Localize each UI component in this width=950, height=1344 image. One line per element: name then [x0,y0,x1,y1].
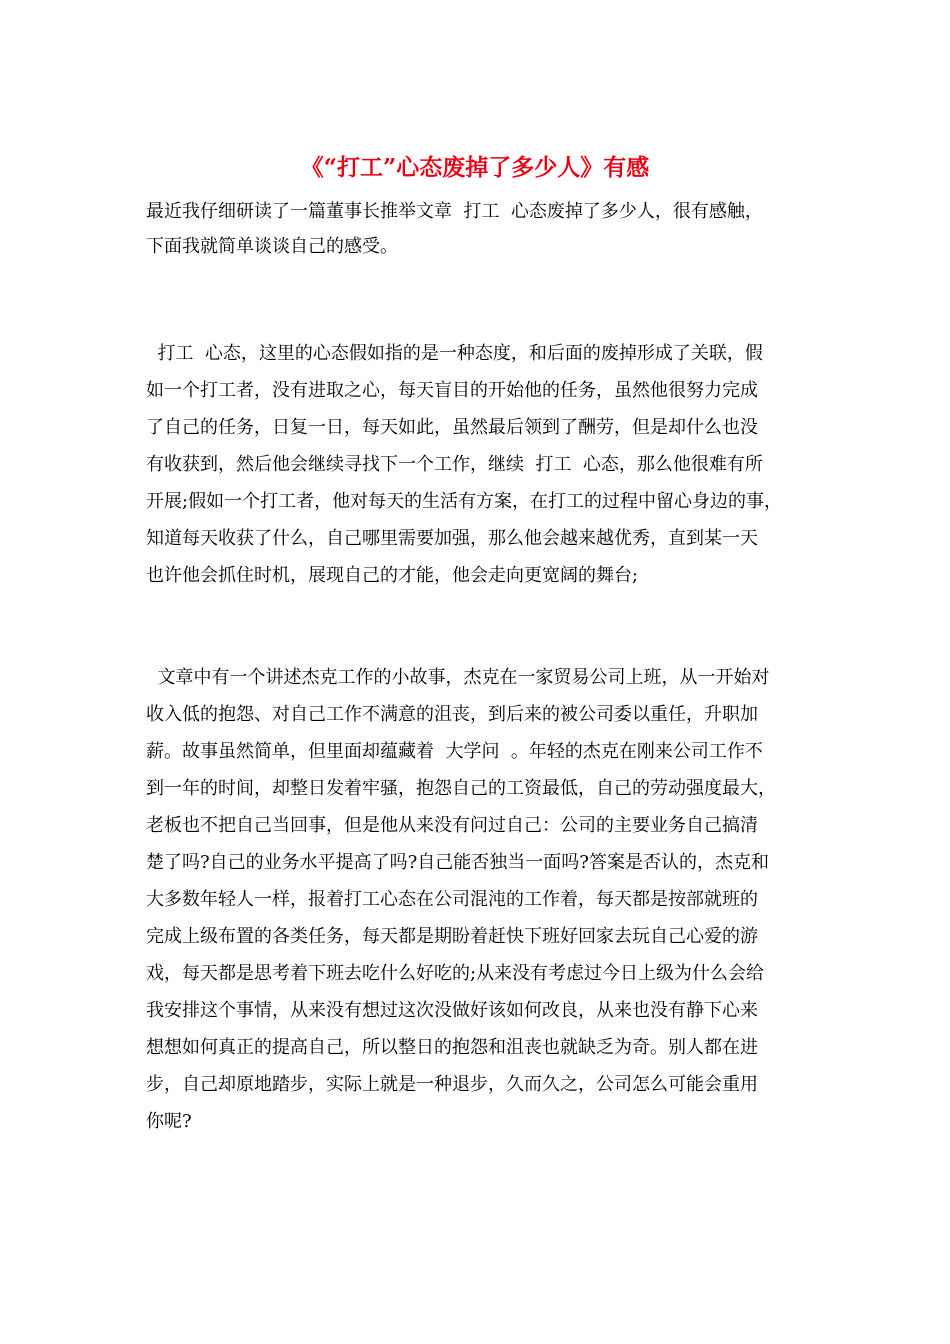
intro-paragraph [146,194,836,264]
text-line: 到一年的时间，却整日发着牢骚，抱怨自己的工资最低，自己的劳动强度最大， [146,778,776,799]
text-line: 完成上级布置的各类任务，每天都是期盼着赶快下班好回家去玩自己心爱的游 [146,926,758,947]
text-line: 知道每天收获了什么，自己哪里需要加强，那么他会越来越优秀，直到某一天 [146,528,758,549]
text-line: 老板也不把自己当回事，但是他从来没有问过自己：公司的主要业务自己搞清 [146,815,758,836]
text-line: 也许他会抓住时机，展现自己的才能，他会走向更宽阔的舞台; [146,565,639,586]
text-line: 你呢? [146,1111,192,1132]
text-line: 有收获到，然后他会继续寻找下一个工作，继续 打工 心态，那么他很难有所 [146,454,763,475]
text-line: 想想如何真正的提高自己，所以整日的抱怨和沮丧也就缺乏为奇。别人都在进 [146,1037,758,1058]
text-line: 最近我仔细研读了一篇董事长推举文章 打工 心态废掉了多少人，很有感触， [146,201,763,222]
text-line: 收入低的抱怨、对自己工作不满意的沮丧，到后来的被公司委以重任，升职加 [146,704,758,725]
text-line: 开展;假如一个打工者，他对每天的生活有方案，在打工的过程中留心身边的事， [146,491,783,512]
text-line: 楚了吗?自己的业务水平提高了吗?自己能否独当一面吗?答案是否认的，杰克和 [146,852,769,873]
body-paragraph-1 [146,335,836,594]
text-line: 打工 心态，这里的心态假如指的是一种态度，和后面的废掉形成了关联，假 [146,343,763,364]
text-line: 了自己的任务，日复一日，每天如此，虽然最后领到了酬劳，但是却什么也没 [146,417,758,438]
document-title: 《“打工”心态废掉了多少人》有感 [300,154,650,181]
text-line: 大多数年轻人一样，报着打工心态在公司混沌的工作着，每天都是按部就班的 [146,889,758,910]
text-line: 文章中有一个讲述杰克工作的小故事，杰克在一家贸易公司上班，从一开始对 [146,667,770,688]
body-paragraph-2 [146,659,836,1140]
text-line: 戏，每天都是思考着下班去吃什么好吃的;从来没有考虑过今日上级为什么会给 [146,963,765,984]
text-line: 薪。故事虽然简单，但里面却蕴藏着 大学问 。年轻的杰克在刚来公司工作不 [146,741,763,762]
text-line: 步，自己却原地踏步，实际上就是一种退步，久而久之，公司怎么可能会重用 [146,1074,758,1095]
text-line: 下面我就简单谈谈自己的感受。 [146,236,398,257]
text-line: 如一个打工者，没有进取之心，每天盲目的开始他的任务，虽然他很努力完成 [146,380,758,401]
text-line: 我安排这个事情，从来没有想过这次没做好该如何改良，从来也没有静下心来 [146,1000,758,1021]
